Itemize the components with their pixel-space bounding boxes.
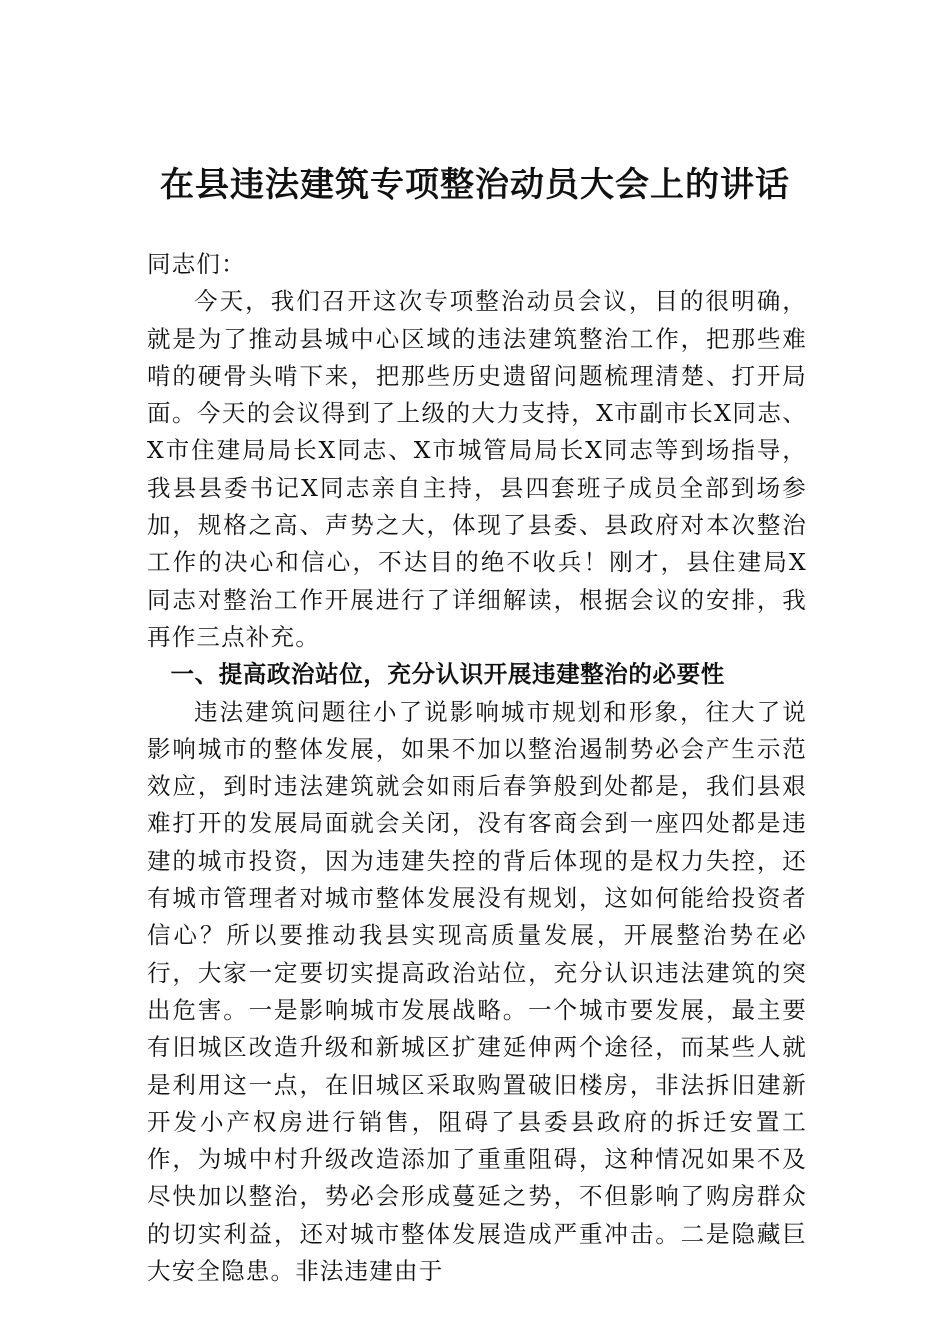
- salutation: 同志们：: [147, 250, 246, 278]
- document-title: 在县违法建筑专项整治动员大会上的讲话: [160, 165, 790, 205]
- section-1-paragraph: 违法建筑问题往小了说影响城市规划和形象，往大了说影响城市的整体发展，如果不加以整治遏制势必会产生示范效应，到时违法建筑就会如雨后春笋般到处都是，我们县艰难打开的发展局面就会关闭，没有客商会到一座四处都是违建的城市投资，因为违建失控的背后体现的是权力失控，还有城市管理者对城市整体发展没有规划，这如何能给投资者信心？所以要推动我县实现高质量发展，开展整治势在必行，大家一定要切实提高政治站位，充分认识违法建筑的突出危害。一是影响城市发展战略。一个城市要发展，最主要有旧城区改造升级和新城区扩建延伸两个途径，而某些人就是利用这一点，在旧城区采取购置破旧楼房，非法拆旧建新开发小产权房进行销售，阻碍了县委县政府的拆迁安置工作，为城中村升级改造添加了重重阻碍，这种情况如果不及尽快加以整治，势必会形成蔓延之势，不但影响了购房群众的切实利益，还对城市整体发展造成严重冲击。二是隐藏巨大安全隐患。非法违建由于: [147, 697, 807, 1286]
- paragraph-intro: 今天，我们召开这次专项整治动员会议，目的很明确，就是为了推动县城中心区域的违法建筑整治工作，把那些难啃的硬骨头啃下来，把那些历史遗留问题梳理清楚、打开局面。今天的会议得到了上级的大力支持，X市副市长X同志、X市住建局局长X同志、X市城管局局长X同志等到场指导，我县县委书记X同志亲自主持，县四套班子成员全部到场参加，规格之高、声势之大，体现了县委、县政府对本次整治工作的决心和信心，不达目的绝不收兵！刚才，县住建局X同志对整治工作开展进行了详细解读，根据会议的安排，我再作三点补充。: [147, 287, 807, 651]
- document-body: [147, 246, 807, 1290]
- section-heading-1: 一、提高政治站位，充分认识开展违建整治的必要性: [170, 660, 725, 689]
